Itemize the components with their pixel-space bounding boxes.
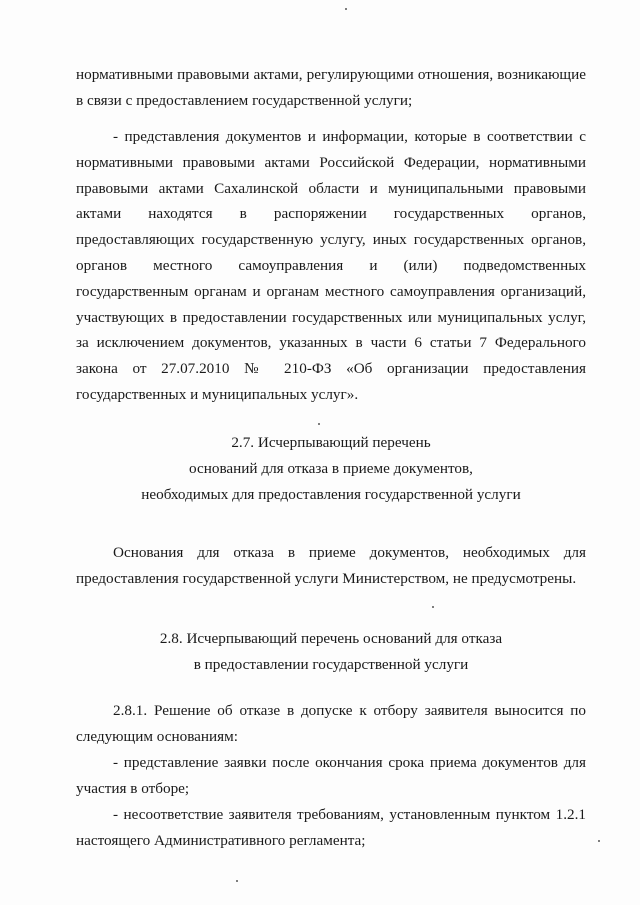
scan-speck	[598, 840, 600, 842]
heading-2-7-line-2: оснований для отказа в приеме документов,	[189, 459, 473, 477]
scan-speck	[432, 606, 434, 608]
scan-speck	[345, 8, 347, 10]
paragraph-nonconformity: - несоответствие заявителя требованиям, установленным пунктом 1.2.1 настоящего Административного регламента;	[76, 806, 586, 849]
scan-speck	[236, 880, 238, 882]
section-heading-2-8	[76, 626, 586, 678]
heading-2-7-line-1: 2.7. Исчерпывающий перечень	[231, 434, 431, 451]
paragraph-no-grounds: Основания для отказа в приеме документов, необходимых для предоставления государственной услуги Министерством, не предусмотрены.	[76, 544, 586, 587]
heading-2-8-line-1: 2.8. Исчерпывающий перечень оснований для отказа	[159, 630, 503, 647]
scan-speck	[318, 423, 320, 425]
section-heading-2-7	[76, 430, 586, 507]
paragraph-2-8-1: 2.8.1. Решение об отказе в допуске к отбору заявителя выносится по следующим основаниям:	[76, 702, 586, 745]
paragraph-late-submission: - представление заявки после окончания срока приема документов для участия в отборе;	[76, 754, 586, 797]
heading-2-8-line-2: в предоставлении государственной услуги	[193, 655, 469, 673]
paragraph-documents-information: - представления документов и информации, которые в соответствии с нормативными правовыми актами Российской Федерации, нормативными правовыми актами Сахалинской области и муниципальными правовыми актами находятся в распоряжении государственных органов, предоставляющих государственную услугу, иных государственных органов, органов местного самоуправления и (или) подведомственных государственным органам и органам местного самоуправления организаций, участвующих в предоставлении государственных или муниципальных услуг, за исключением документов, указанных в части 6 статьи 7 Федерального закона от 27.07.2010 № 210-ФЗ «Об организации предоставления государственных и муниципальных услуг».	[76, 128, 586, 403]
heading-2-7-line-3: необходимых для предоставления государственной услуги	[141, 485, 521, 503]
paragraph-normative-acts: нормативными правовыми актами, регулирующими отношения, возникающие в связи с предоставлением государственной услуги;	[76, 66, 586, 109]
